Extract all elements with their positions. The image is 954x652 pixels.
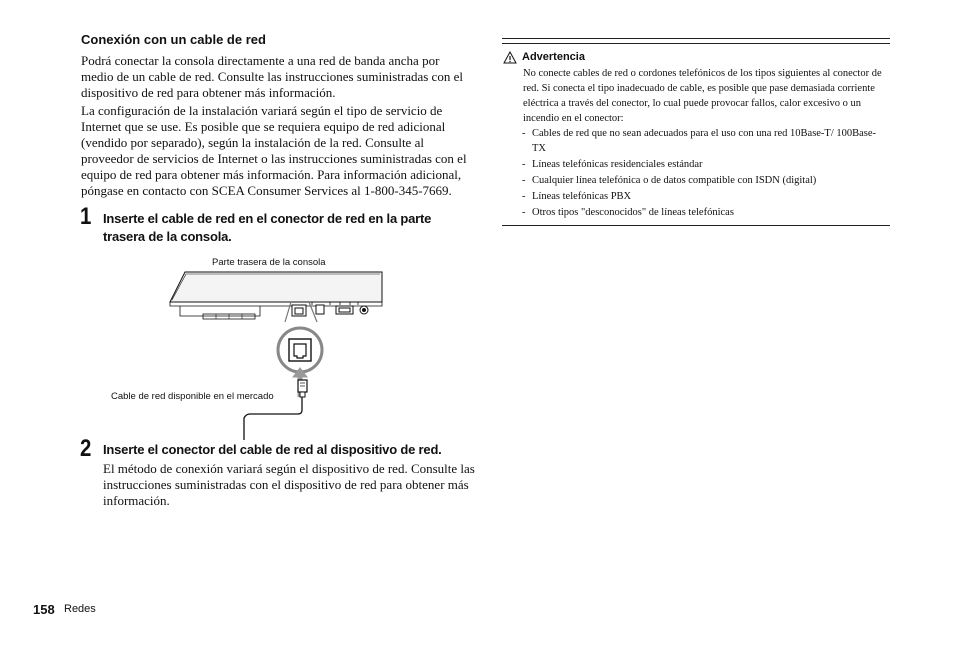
console-rear-figure xyxy=(100,250,400,450)
warning-item-text: Otros tipos "desconocidos" de líneas telefónicas xyxy=(532,207,734,218)
page-section-name: Redes xyxy=(64,603,96,615)
figure-label-console-rear: Parte trasera de la consola xyxy=(212,257,326,268)
warning-list-item: - Líneas telefónicas PBX xyxy=(522,191,632,202)
figure-label-network-cable: Cable de red disponible en el mercado xyxy=(111,391,274,402)
warning-item-text: Cualquier línea telefónica o de datos compatible con ISDN (digital) xyxy=(532,175,817,186)
warning-list-item: - Cualquier línea telefónica o de datos compatible con ISDN (digital) xyxy=(522,175,817,186)
step-2-instruction: Inserte el conector del cable de red al dispositivo de red. xyxy=(103,442,442,457)
intro-paragraph: Podrá conectar la consola directamente a una red de banda ancha por medio de un cable de red. Consulte las instrucciones suministradas con el dispositivo de red para obtener más información. xyxy=(81,53,463,100)
warning-item-text: Cables de red que no sean adecuados para el uso con una red 10Base-T/ 100Base-TX xyxy=(532,128,877,154)
step-2-body: El método de conexión variará según el dispositivo de red. Consulte las instrucciones suministradas con el dispositivo de red para obtener más información. xyxy=(103,461,475,508)
warning-list-item: - Cables de red que no sean adecuados para el uso con una red 10Base-T/ 100Base-TX xyxy=(522,128,877,154)
warning-body: No conecte cables de red o cordones telefónicos de los tipos siguientes al conector de red. Si conecta el tipo inadecuado de cable, es posible que pase demasiada corriente eléctrica a través del conector, lo cual puede provocar fallos, calor excesivo o un incendio en el conector: xyxy=(523,68,882,124)
warning-bottom-rule xyxy=(502,225,890,226)
step-1-number: 1 xyxy=(80,203,92,230)
warning-item-text: Líneas telefónicas PBX xyxy=(532,191,632,202)
warning-list-item: - Otros tipos "desconocidos" de líneas telefónicas xyxy=(522,207,734,218)
warning-triangle-icon xyxy=(503,51,517,64)
warning-item-text: Líneas telefónicas residenciales estándar xyxy=(532,159,703,170)
step-1-instruction: Inserte el cable de red en el conector de red en la parte trasera de la consola. xyxy=(103,211,432,244)
setup-paragraph: La configuración de la instalación variará según el tipo de servicio de Internet que se use. Es posible que se requiera equipo de red adicional (vendido por separado), según la instalación de la red. Consulte al proveedor de servicios de Internet o las instrucciones suministradas con el equipo de red para obtener más información. Para información adicional, póngase en contacto con SCEA Consumer Services al 1-800-345-7669. xyxy=(81,103,467,198)
step-2-number: 2 xyxy=(80,435,92,462)
warning-top-rule xyxy=(502,38,890,44)
console-body xyxy=(170,272,382,302)
warning-list xyxy=(522,126,888,221)
warning-list-item: - Líneas telefónicas residenciales estándar xyxy=(522,159,703,170)
page-number: 158 xyxy=(33,602,55,617)
warning-title: Advertencia xyxy=(522,51,585,63)
section-title: Conexión con un cable de red xyxy=(81,32,266,47)
network-cable xyxy=(244,397,302,440)
